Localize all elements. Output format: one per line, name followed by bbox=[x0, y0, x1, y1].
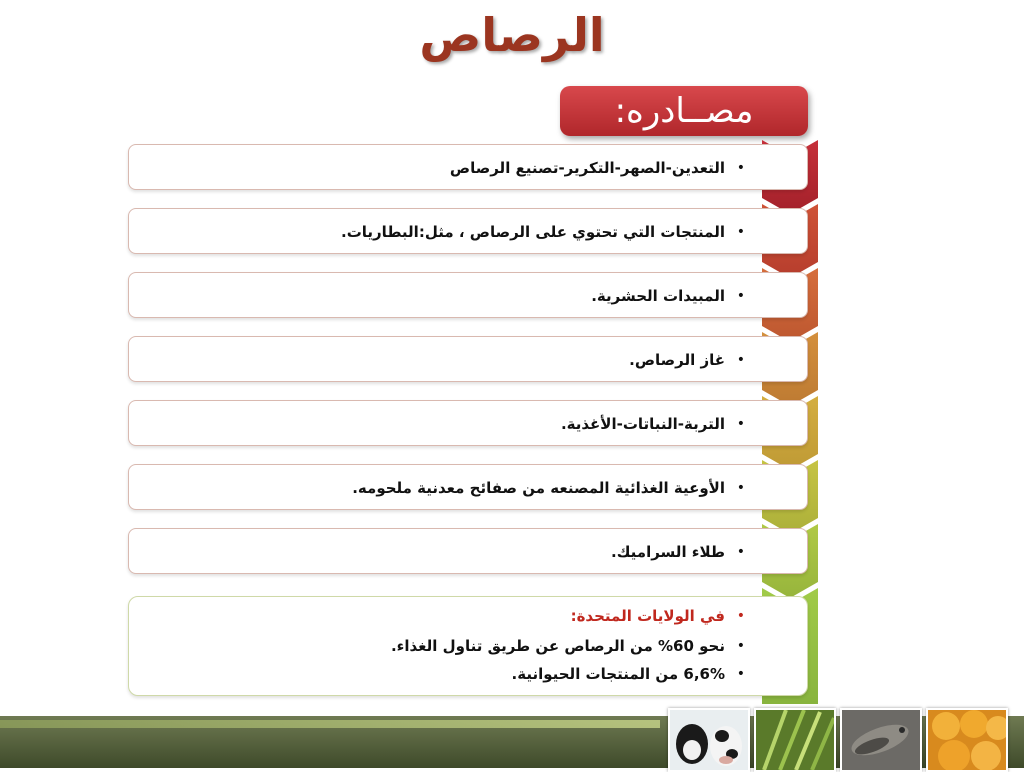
source-item-text: طلاء السراميك. bbox=[611, 543, 725, 561]
wheat-photo bbox=[754, 708, 836, 772]
us-heading: في الولايات المتحدة: bbox=[570, 607, 725, 625]
source-item-1 bbox=[128, 144, 808, 190]
source-item-5 bbox=[128, 400, 808, 446]
bullet-icon: • bbox=[736, 608, 745, 624]
bullet-icon: • bbox=[736, 666, 745, 682]
footer-stripe bbox=[0, 720, 660, 728]
source-item-text: المنتجات التي تحتوي على الرصاص ، مثل:البطاريات. bbox=[341, 223, 725, 241]
bullet-icon: • bbox=[736, 352, 745, 368]
bullet-icon: • bbox=[736, 544, 745, 560]
bullet-icon: • bbox=[736, 638, 745, 654]
source-item-4 bbox=[128, 336, 808, 382]
source-item-text: التعدين-الصهر-التكرير-تصنيع الرصاص bbox=[449, 159, 725, 177]
bullet-icon: • bbox=[736, 160, 745, 176]
bullet-icon: • bbox=[736, 480, 745, 496]
fruit-photo bbox=[926, 708, 1008, 772]
source-item-7 bbox=[128, 528, 808, 574]
bullet-icon: • bbox=[736, 416, 745, 432]
slide-title: الرصاص bbox=[419, 8, 605, 62]
subtitle-badge: مصــادره: bbox=[560, 86, 808, 136]
source-item-text: الأوعية الغذائية المصنعه من صفائح معدنية ملحومه. bbox=[352, 479, 725, 497]
source-item-text: التربة-النباتات-الأغذية. bbox=[560, 415, 725, 433]
source-item-6 bbox=[128, 464, 808, 510]
fish-photo bbox=[840, 708, 922, 772]
us-stat-animal: 6,6% من المنتجات الحيوانية. bbox=[511, 665, 725, 683]
source-item-text: المبيدات الحشرية. bbox=[591, 287, 725, 305]
source-item-text: غاز الرصاص. bbox=[629, 351, 725, 369]
source-item-2 bbox=[128, 208, 808, 254]
us-stat-food: نحو 60% من الرصاص عن طريق تناول الغذاء. bbox=[390, 637, 725, 655]
bullet-icon: • bbox=[736, 288, 745, 304]
cow-photo bbox=[668, 708, 750, 772]
us-statistics-box bbox=[128, 596, 808, 696]
source-item-3 bbox=[128, 272, 808, 318]
bullet-icon: • bbox=[736, 224, 745, 240]
